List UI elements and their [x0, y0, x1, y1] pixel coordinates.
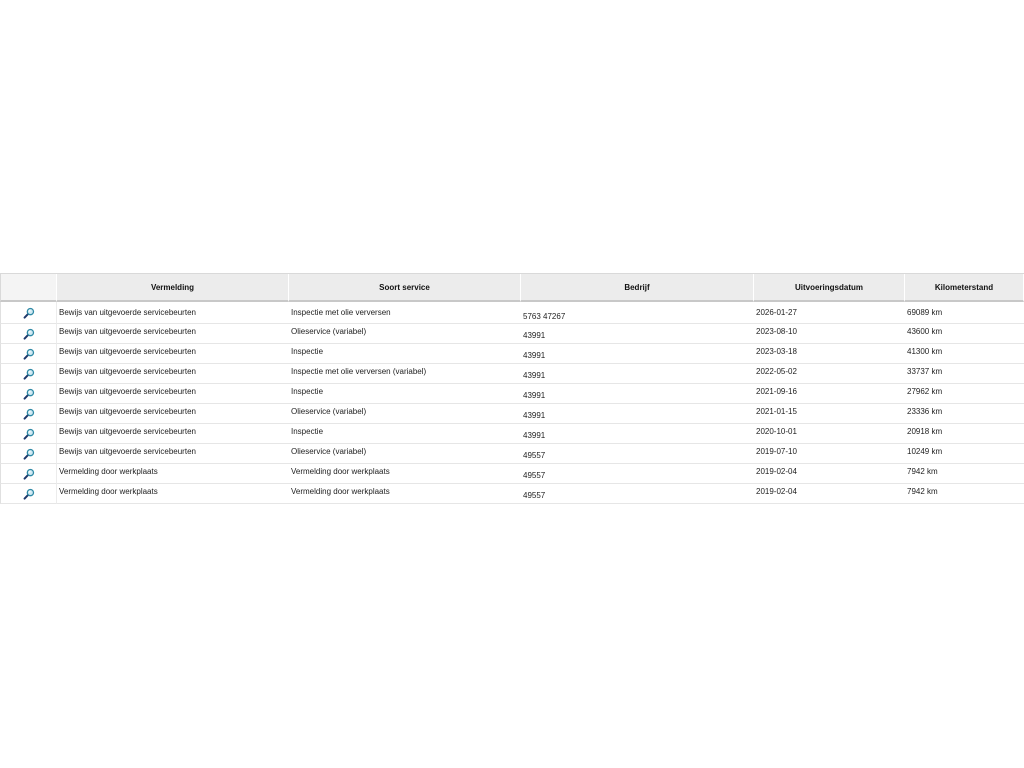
table-row [0, 404, 1024, 424]
header-soort-service[interactable]: Soort service [289, 274, 521, 302]
cell-uitvoeringsdatum: 2019-02-04 [754, 464, 905, 484]
cell-bedrijf: 5763 47267 [521, 302, 754, 324]
cell-bedrijf: 43991 [521, 424, 754, 444]
cell-soort-service: Inspectie met olie verversen (variabel) [289, 364, 521, 384]
cell-soort-service: Inspectie [289, 424, 521, 444]
row-icon-cell[interactable] [0, 484, 57, 504]
magnifier-icon[interactable] [23, 448, 35, 460]
header-vermelding[interactable]: Vermelding [57, 274, 289, 302]
cell-uitvoeringsdatum: 2019-07-10 [754, 444, 905, 464]
header-kilometerstand[interactable]: Kilometerstand [905, 274, 1024, 302]
magnifier-icon[interactable] [23, 388, 35, 400]
cell-bedrijf: 49557 [521, 444, 754, 464]
cell-kilometerstand: 69089 km [905, 302, 1024, 324]
row-icon-cell[interactable] [0, 384, 57, 404]
table-row [0, 444, 1024, 464]
cell-bedrijf: 49557 [521, 484, 754, 504]
cell-vermelding: Vermelding door werkplaats [57, 464, 289, 484]
row-icon-cell[interactable] [0, 464, 57, 484]
magnifier-icon[interactable] [23, 488, 35, 500]
cell-kilometerstand: 33737 km [905, 364, 1024, 384]
cell-vermelding: Bewijs van uitgevoerde servicebeurten [57, 444, 289, 464]
cell-soort-service: Vermelding door werkplaats [289, 484, 521, 504]
row-icon-cell[interactable] [0, 344, 57, 364]
table-row [0, 384, 1024, 404]
table-row [0, 484, 1024, 504]
cell-uitvoeringsdatum: 2023-03-18 [754, 344, 905, 364]
cell-uitvoeringsdatum: 2026-01-27 [754, 302, 905, 324]
cell-kilometerstand: 7942 km [905, 464, 1024, 484]
magnifier-icon[interactable] [23, 428, 35, 440]
cell-bedrijf: 43991 [521, 384, 754, 404]
cell-uitvoeringsdatum: 2020-10-01 [754, 424, 905, 444]
magnifier-icon[interactable] [23, 368, 35, 380]
cell-soort-service: Olieservice (variabel) [289, 404, 521, 424]
cell-soort-service: Inspectie [289, 344, 521, 364]
row-icon-cell[interactable] [0, 324, 57, 344]
cell-soort-service: Vermelding door werkplaats [289, 464, 521, 484]
row-icon-cell[interactable] [0, 424, 57, 444]
cell-uitvoeringsdatum: 2019-02-04 [754, 484, 905, 504]
cell-bedrijf: 43991 [521, 364, 754, 384]
cell-bedrijf: 43991 [521, 324, 754, 344]
cell-vermelding: Bewijs van uitgevoerde servicebeurten [57, 302, 289, 324]
cell-uitvoeringsdatum: 2022-05-02 [754, 364, 905, 384]
header-uitvoeringsdatum[interactable]: Uitvoeringsdatum [754, 274, 905, 302]
cell-kilometerstand: 10249 km [905, 444, 1024, 464]
cell-kilometerstand: 7942 km [905, 484, 1024, 504]
cell-kilometerstand: 20918 km [905, 424, 1024, 444]
magnifier-icon[interactable] [23, 328, 35, 340]
cell-uitvoeringsdatum: 2021-09-16 [754, 384, 905, 404]
magnifier-icon[interactable] [23, 348, 35, 360]
cell-bedrijf: 49557 [521, 464, 754, 484]
header-bedrijf[interactable]: Bedrijf [521, 274, 754, 302]
table-row [0, 344, 1024, 364]
cell-vermelding: Bewijs van uitgevoerde servicebeurten [57, 344, 289, 364]
service-history-table [0, 273, 1024, 504]
cell-soort-service: Inspectie [289, 384, 521, 404]
cell-vermelding: Bewijs van uitgevoerde servicebeurten [57, 404, 289, 424]
cell-soort-service: Olieservice (variabel) [289, 444, 521, 464]
cell-bedrijf: 43991 [521, 404, 754, 424]
cell-soort-service: Inspectie met olie verversen [289, 302, 521, 324]
cell-vermelding: Vermelding door werkplaats [57, 484, 289, 504]
cell-soort-service: Olieservice (variabel) [289, 324, 521, 344]
header-icon-column [0, 274, 57, 302]
cell-vermelding: Bewijs van uitgevoerde servicebeurten [57, 424, 289, 444]
cell-kilometerstand: 27962 km [905, 384, 1024, 404]
row-icon-cell[interactable] [0, 302, 57, 324]
row-icon-cell[interactable] [0, 404, 57, 424]
table-row [0, 324, 1024, 344]
table-row [0, 364, 1024, 384]
table-header-row [0, 274, 1024, 302]
cell-vermelding: Bewijs van uitgevoerde servicebeurten [57, 364, 289, 384]
cell-bedrijf: 43991 [521, 344, 754, 364]
cell-vermelding: Bewijs van uitgevoerde servicebeurten [57, 324, 289, 344]
magnifier-icon[interactable] [23, 408, 35, 420]
row-icon-cell[interactable] [0, 444, 57, 464]
table-row [0, 302, 1024, 324]
cell-uitvoeringsdatum: 2021-01-15 [754, 404, 905, 424]
cell-uitvoeringsdatum: 2023-08-10 [754, 324, 905, 344]
magnifier-icon[interactable] [23, 468, 35, 480]
table-row [0, 464, 1024, 484]
magnifier-icon[interactable] [23, 307, 35, 319]
cell-kilometerstand: 43600 km [905, 324, 1024, 344]
cell-vermelding: Bewijs van uitgevoerde servicebeurten [57, 384, 289, 404]
cell-kilometerstand: 23336 km [905, 404, 1024, 424]
row-icon-cell[interactable] [0, 364, 57, 384]
cell-kilometerstand: 41300 km [905, 344, 1024, 364]
table-row [0, 424, 1024, 444]
